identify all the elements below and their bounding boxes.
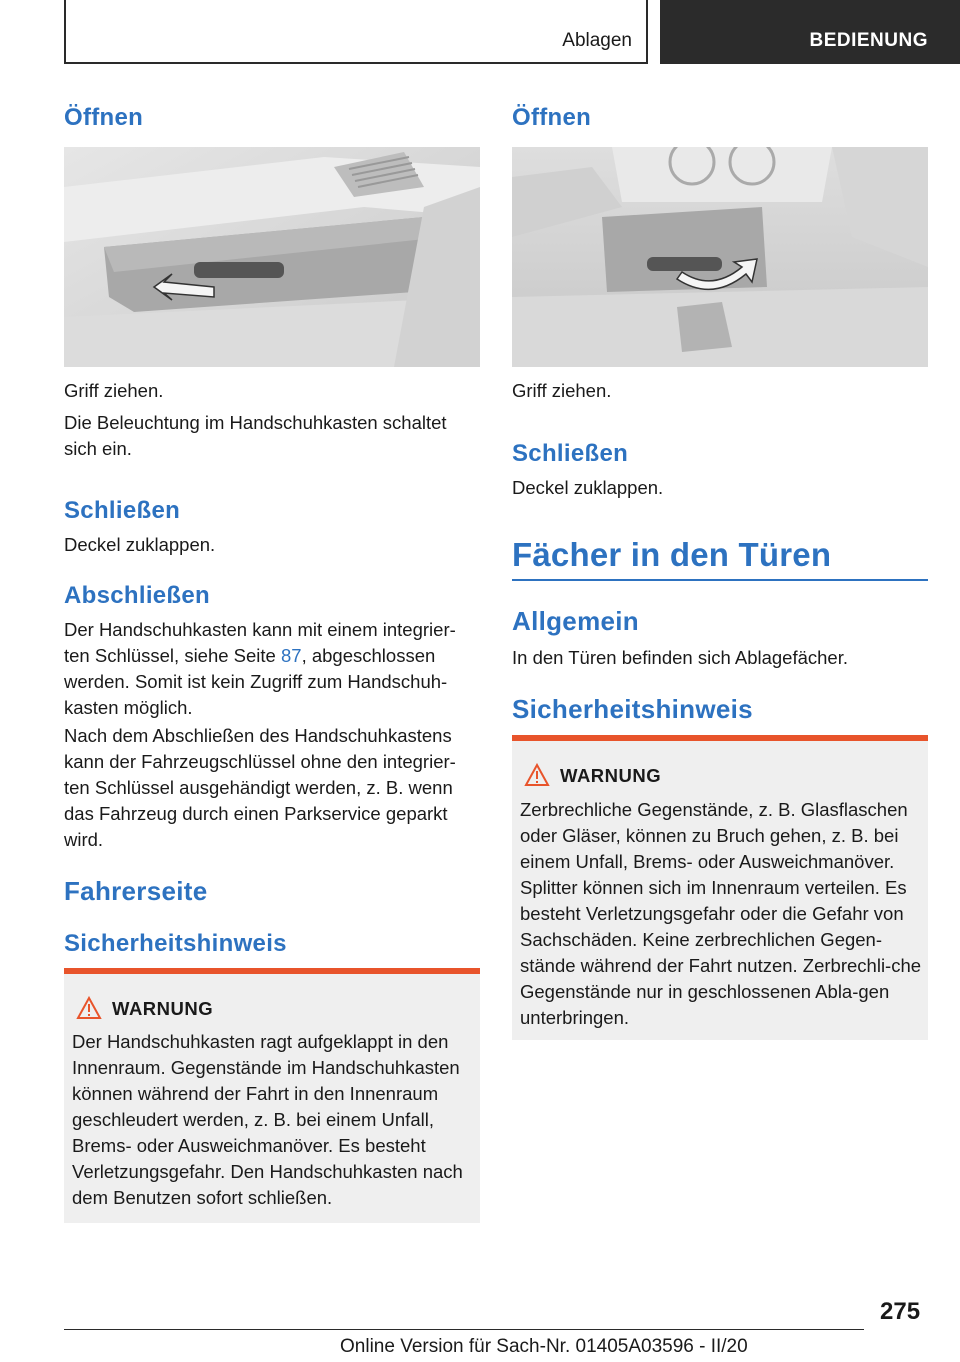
- right-open-heading: Öffnen: [512, 104, 592, 131]
- driver-compartment-image: [512, 147, 928, 367]
- right-safety-heading: Sicherheitshinweis: [512, 694, 753, 724]
- general-text: In den Türen befinden sich Ablagefächer.: [512, 647, 848, 668]
- warning-triangle-icon: [524, 763, 550, 787]
- header-section-box: [64, 0, 648, 64]
- page-number: 275: [880, 1298, 921, 1325]
- door-compartments-heading: Fächer in den Türen: [512, 536, 832, 573]
- right-warning-box: [512, 735, 928, 1040]
- left-open-heading: Öffnen: [64, 104, 144, 131]
- left-caption-light: Die Beleuchtung im Handschuhkasten schaltet sich ein.: [64, 412, 447, 459]
- left-warning-box: [64, 968, 480, 1223]
- driver-compartment-illustration: [512, 147, 928, 367]
- lock-text-end: , abgeschlossen werden. Somit ist kein Zugriff zum Handschuh-kasten möglich.: [64, 645, 448, 718]
- right-close-heading: Schließen: [512, 440, 629, 467]
- warning-triangle-icon: [76, 996, 102, 1020]
- left-warning-title: WARNUNG: [112, 998, 214, 1019]
- left-warning-text: Der Handschuhkasten ragt aufgeklappt in den Innenraum. Gegenstände im Handschuhkasten können während der Fahrt in den Innenraum geschleudert werden, z. B. bei einem Unfall, Brems- oder Ausweichmanöver. Es besteht Verletzungsgefahr. Den Handschuhkasten nach dem Benutzen sofort schließen.: [72, 1031, 463, 1208]
- right-warning-text: Zerbrechliche Gegenstände, z. B. Glasflaschen oder Gläser, können zu Bruch gehen, z. B. bei einem Unfall, Brems- oder Ausweichmanöver. Splitter können sich im Innenraum verteilen. Es besteht Verletzungsgefahr oder die Gefahr von Sachschäden. Keine zerbrechlichen Gegen-stände während der Fahrt nutzen. Zerbrechli-che Gegenstände nur in geschlossenen Abla-gen unterbringen.: [520, 799, 922, 1028]
- general-heading: Allgemein: [512, 606, 639, 636]
- passenger-glovebox-image: [64, 147, 480, 367]
- header-chapter-title: BEDIENUNG: [809, 30, 928, 51]
- right-close-text: Deckel zuklappen.: [512, 477, 664, 498]
- right-warning-title: WARNUNG: [560, 765, 662, 786]
- header-section-title: Ablagen: [562, 30, 632, 51]
- left-lock-text-2: Nach dem Abschließen des Handschuhkastens kann der Fahrzeugschlüssel ohne den integrier-ten Schlüssel ausgehändigt werden, z. B. wenn das Fahrzeug durch einen Parkservice geparkt wird.: [64, 725, 456, 850]
- left-safety-heading: Sicherheitshinweis: [64, 930, 287, 957]
- section-divider: [512, 579, 928, 581]
- left-lock-text: [64, 617, 476, 721]
- footer-online-version: Online Version für Sach-Nr. 01405A03596 - II/20: [340, 1336, 748, 1357]
- driver-side-heading: Fahrerseite: [64, 876, 208, 906]
- right-caption-pull: Griff ziehen.: [512, 380, 612, 401]
- left-caption-pull: Griff ziehen.: [64, 380, 164, 401]
- left-lock-heading: Abschließen: [64, 582, 210, 609]
- footer-divider: [64, 1329, 864, 1330]
- page-reference-link[interactable]: 87: [281, 645, 302, 666]
- left-close-heading: Schließen: [64, 497, 181, 524]
- passenger-glovebox-illustration: [64, 147, 480, 367]
- header-chapter-box: [660, 0, 960, 64]
- lock-text-start: Der Handschuhkasten kann mit einem integrier-ten Schlüssel, siehe Seite: [64, 619, 456, 666]
- left-close-text: Deckel zuklappen.: [64, 534, 216, 555]
